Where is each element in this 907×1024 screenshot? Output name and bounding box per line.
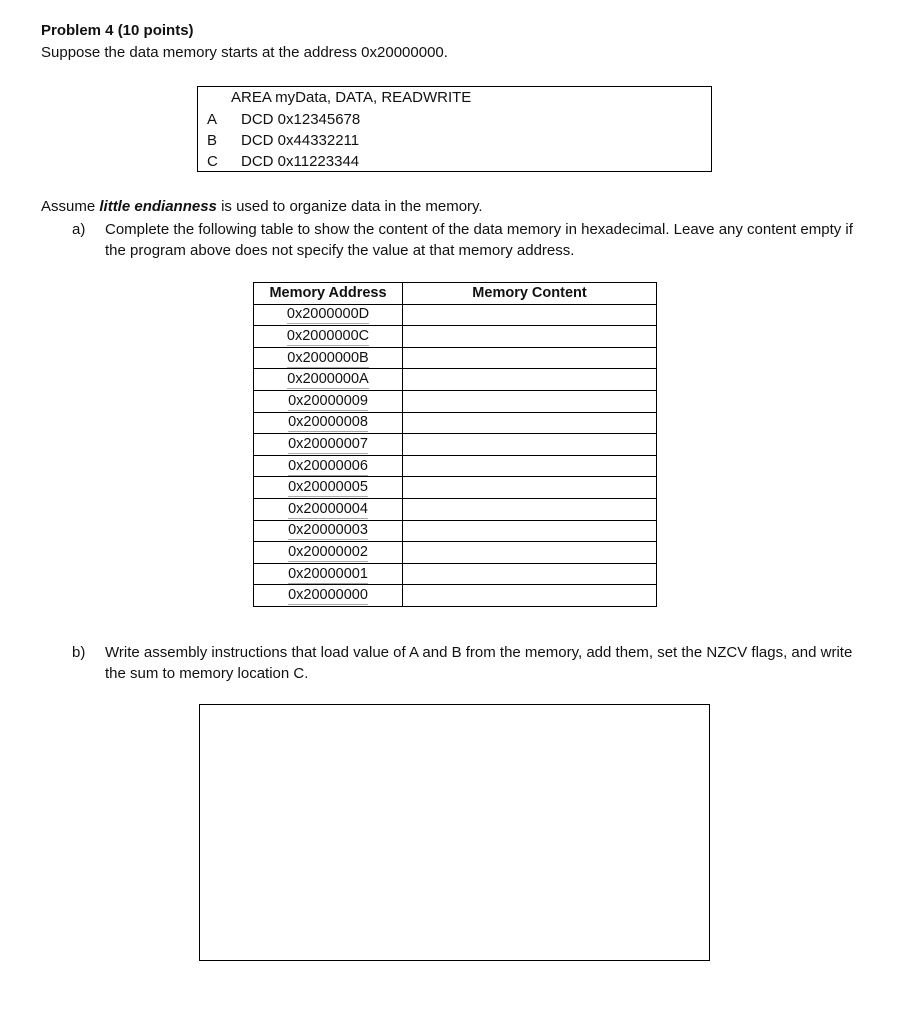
memory-content-cell[interactable] [403,369,657,391]
memory-content-cell[interactable] [403,520,657,542]
memory-address-cell [254,412,403,434]
question-b-text: Write assembly instructions that load value of A and B from the memory, add them, set the NZCV flags, and write the sum to memory location C. [105,644,853,682]
memory-content-cell[interactable] [403,563,657,585]
table-row [254,455,657,477]
question-a [72,219,872,261]
memory-table [253,282,657,607]
table-row [254,498,657,520]
table-row [254,369,657,391]
memory-content-cell[interactable] [403,498,657,520]
table-row [254,477,657,499]
memory-address: 0x2000000A [287,371,369,388]
header-memory-content: Memory Content [403,283,657,305]
table-row [254,347,657,369]
question-a-text: Complete the following table to show the content of the data memory in hexadecimal. Leave any content empty if the program above does not specify the value at that memory address. [105,221,853,259]
assumption-text [41,198,483,215]
memory-address-cell [254,390,403,412]
memory-address-cell [254,455,403,477]
memory-address: 0x2000000B [287,349,369,366]
assume-emphasis: little endianness [99,198,217,215]
memory-content-cell[interactable] [403,455,657,477]
memory-address-cell [254,585,403,607]
memory-address-cell [254,369,403,391]
memory-address-cell [254,563,403,585]
table-row [254,520,657,542]
memory-address: 0x20000001 [288,565,368,582]
code-label: B [207,132,218,149]
answer-box[interactable] [199,704,710,961]
memory-address-cell [254,520,403,542]
memory-address: 0x20000000 [288,587,368,604]
code-box [197,86,712,172]
problem-title: Problem 4 (10 points) [41,22,194,39]
memory-content-cell[interactable] [403,434,657,456]
table-row [254,585,657,607]
table-row [254,434,657,456]
memory-address: 0x2000000C [286,327,370,344]
header-memory-address: Memory Address [254,283,403,305]
memory-address-cell [254,326,403,348]
code-header: AREA myData, DATA, READWRITE [231,89,472,106]
memory-address: 0x20000004 [288,500,368,517]
memory-address: 0x20000007 [288,435,368,452]
memory-address-cell [254,477,403,499]
question-a-marker: a) [72,221,86,238]
code-label: C [207,153,218,170]
question-b [72,642,872,684]
table-row [254,412,657,434]
code-text: DCD 0x44332211 [241,132,360,149]
memory-address-cell [254,304,403,326]
table-header-row [254,283,657,305]
code-text: DCD 0x12345678 [241,111,361,128]
table-row [254,304,657,326]
memory-address-cell [254,434,403,456]
memory-address: 0x20000009 [288,392,368,409]
memory-address-cell [254,347,403,369]
memory-content-cell[interactable] [403,412,657,434]
table-row [254,326,657,348]
code-text: DCD 0x11223344 [241,153,360,170]
memory-content-cell[interactable] [403,477,657,499]
table-row [254,390,657,412]
memory-content-cell[interactable] [403,585,657,607]
code-label: A [207,111,218,128]
assume-suffix: is used to organize data in the memory. [216,198,483,215]
memory-address: 0x20000003 [288,522,368,539]
assume-prefix: Assume [41,198,100,215]
memory-address-cell [254,498,403,520]
table-row [254,563,657,585]
memory-content-cell[interactable] [403,326,657,348]
memory-address: 0x20000002 [288,543,368,560]
intro-text: Suppose the data memory starts at the address 0x20000000. [41,44,448,61]
memory-address: 0x20000008 [288,414,368,431]
memory-address-cell [254,542,403,564]
memory-content-cell[interactable] [403,542,657,564]
memory-content-cell[interactable] [403,304,657,326]
memory-address: 0x2000000D [286,306,370,323]
question-b-marker: b) [72,644,86,661]
memory-address: 0x20000005 [288,479,368,496]
memory-address: 0x20000006 [288,457,368,474]
memory-content-cell[interactable] [403,347,657,369]
table-row [254,542,657,564]
memory-content-cell[interactable] [403,390,657,412]
